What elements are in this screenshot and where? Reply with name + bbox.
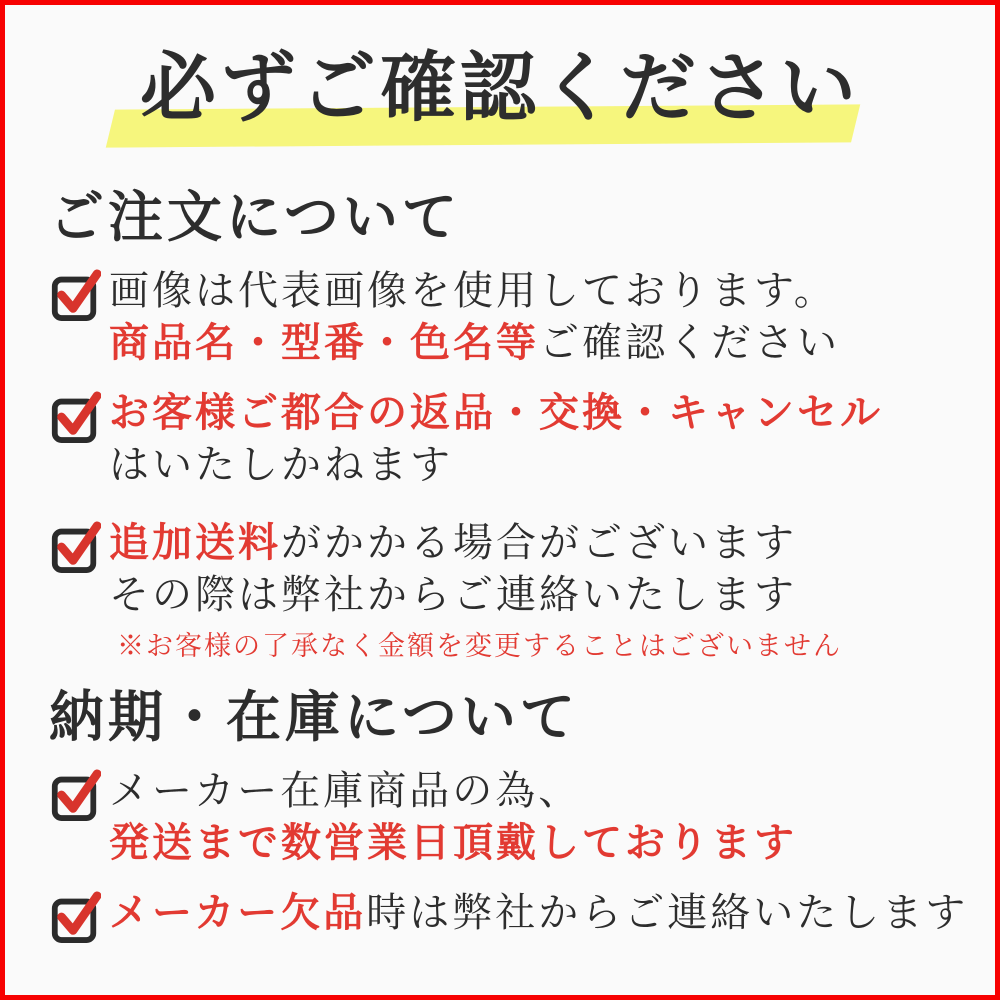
- section-heading-stock: 納期・在庫について: [49, 687, 579, 748]
- page-title-wrap: [5, 29, 995, 149]
- section-heading-order: ご注文について: [49, 187, 461, 248]
- page-title: 必ずご確認ください: [140, 47, 860, 131]
- item2-line2-black: はいたしかねます: [109, 442, 453, 487]
- item3-line1-black: がかかる場合がございます: [281, 520, 797, 565]
- checked-checkbox-icon: [49, 387, 101, 445]
- list-item-representative-image: [49, 265, 975, 369]
- list-item-text: [109, 265, 840, 369]
- item3-note: ※お客様の了承なく金額を変更することはございません: [117, 631, 842, 661]
- item3-line1-red: 追加送料: [109, 520, 281, 565]
- list-item-maker-stock: [49, 765, 975, 869]
- checked-checkbox-icon: [49, 887, 101, 945]
- list-item-text: [109, 765, 797, 869]
- checked-checkbox-icon: [49, 765, 101, 823]
- item1-line2-black: ご確認ください: [539, 320, 840, 365]
- list-item-maker-shortage: [49, 887, 975, 945]
- item5-line1-red: メーカー欠品: [109, 890, 367, 935]
- item5-line1-black: 時は弊社からご連絡いたします: [366, 890, 969, 935]
- list-item-text: [109, 887, 968, 939]
- item4-line2-red: 発送まで数営業日頂戴しております: [109, 820, 797, 865]
- item1-line2-red: 商品名・型番・色名等: [109, 320, 539, 365]
- list-item-no-returns: [49, 387, 975, 491]
- item1-line1: 画像は代表画像を使用しております。: [109, 268, 837, 313]
- item4-line1-black: メーカー在庫商品の為、: [109, 768, 582, 813]
- checked-checkbox-icon: [49, 265, 101, 323]
- list-item-text: [109, 517, 842, 663]
- item3-line2-black: その際は弊社からご連絡いたします: [109, 572, 797, 617]
- list-item-text: [109, 387, 883, 491]
- item2-line1-red: お客様ご都合の返品・交換・キャンセル: [109, 390, 883, 435]
- checked-checkbox-icon: [49, 517, 101, 575]
- list-item-extra-shipping: [49, 517, 975, 663]
